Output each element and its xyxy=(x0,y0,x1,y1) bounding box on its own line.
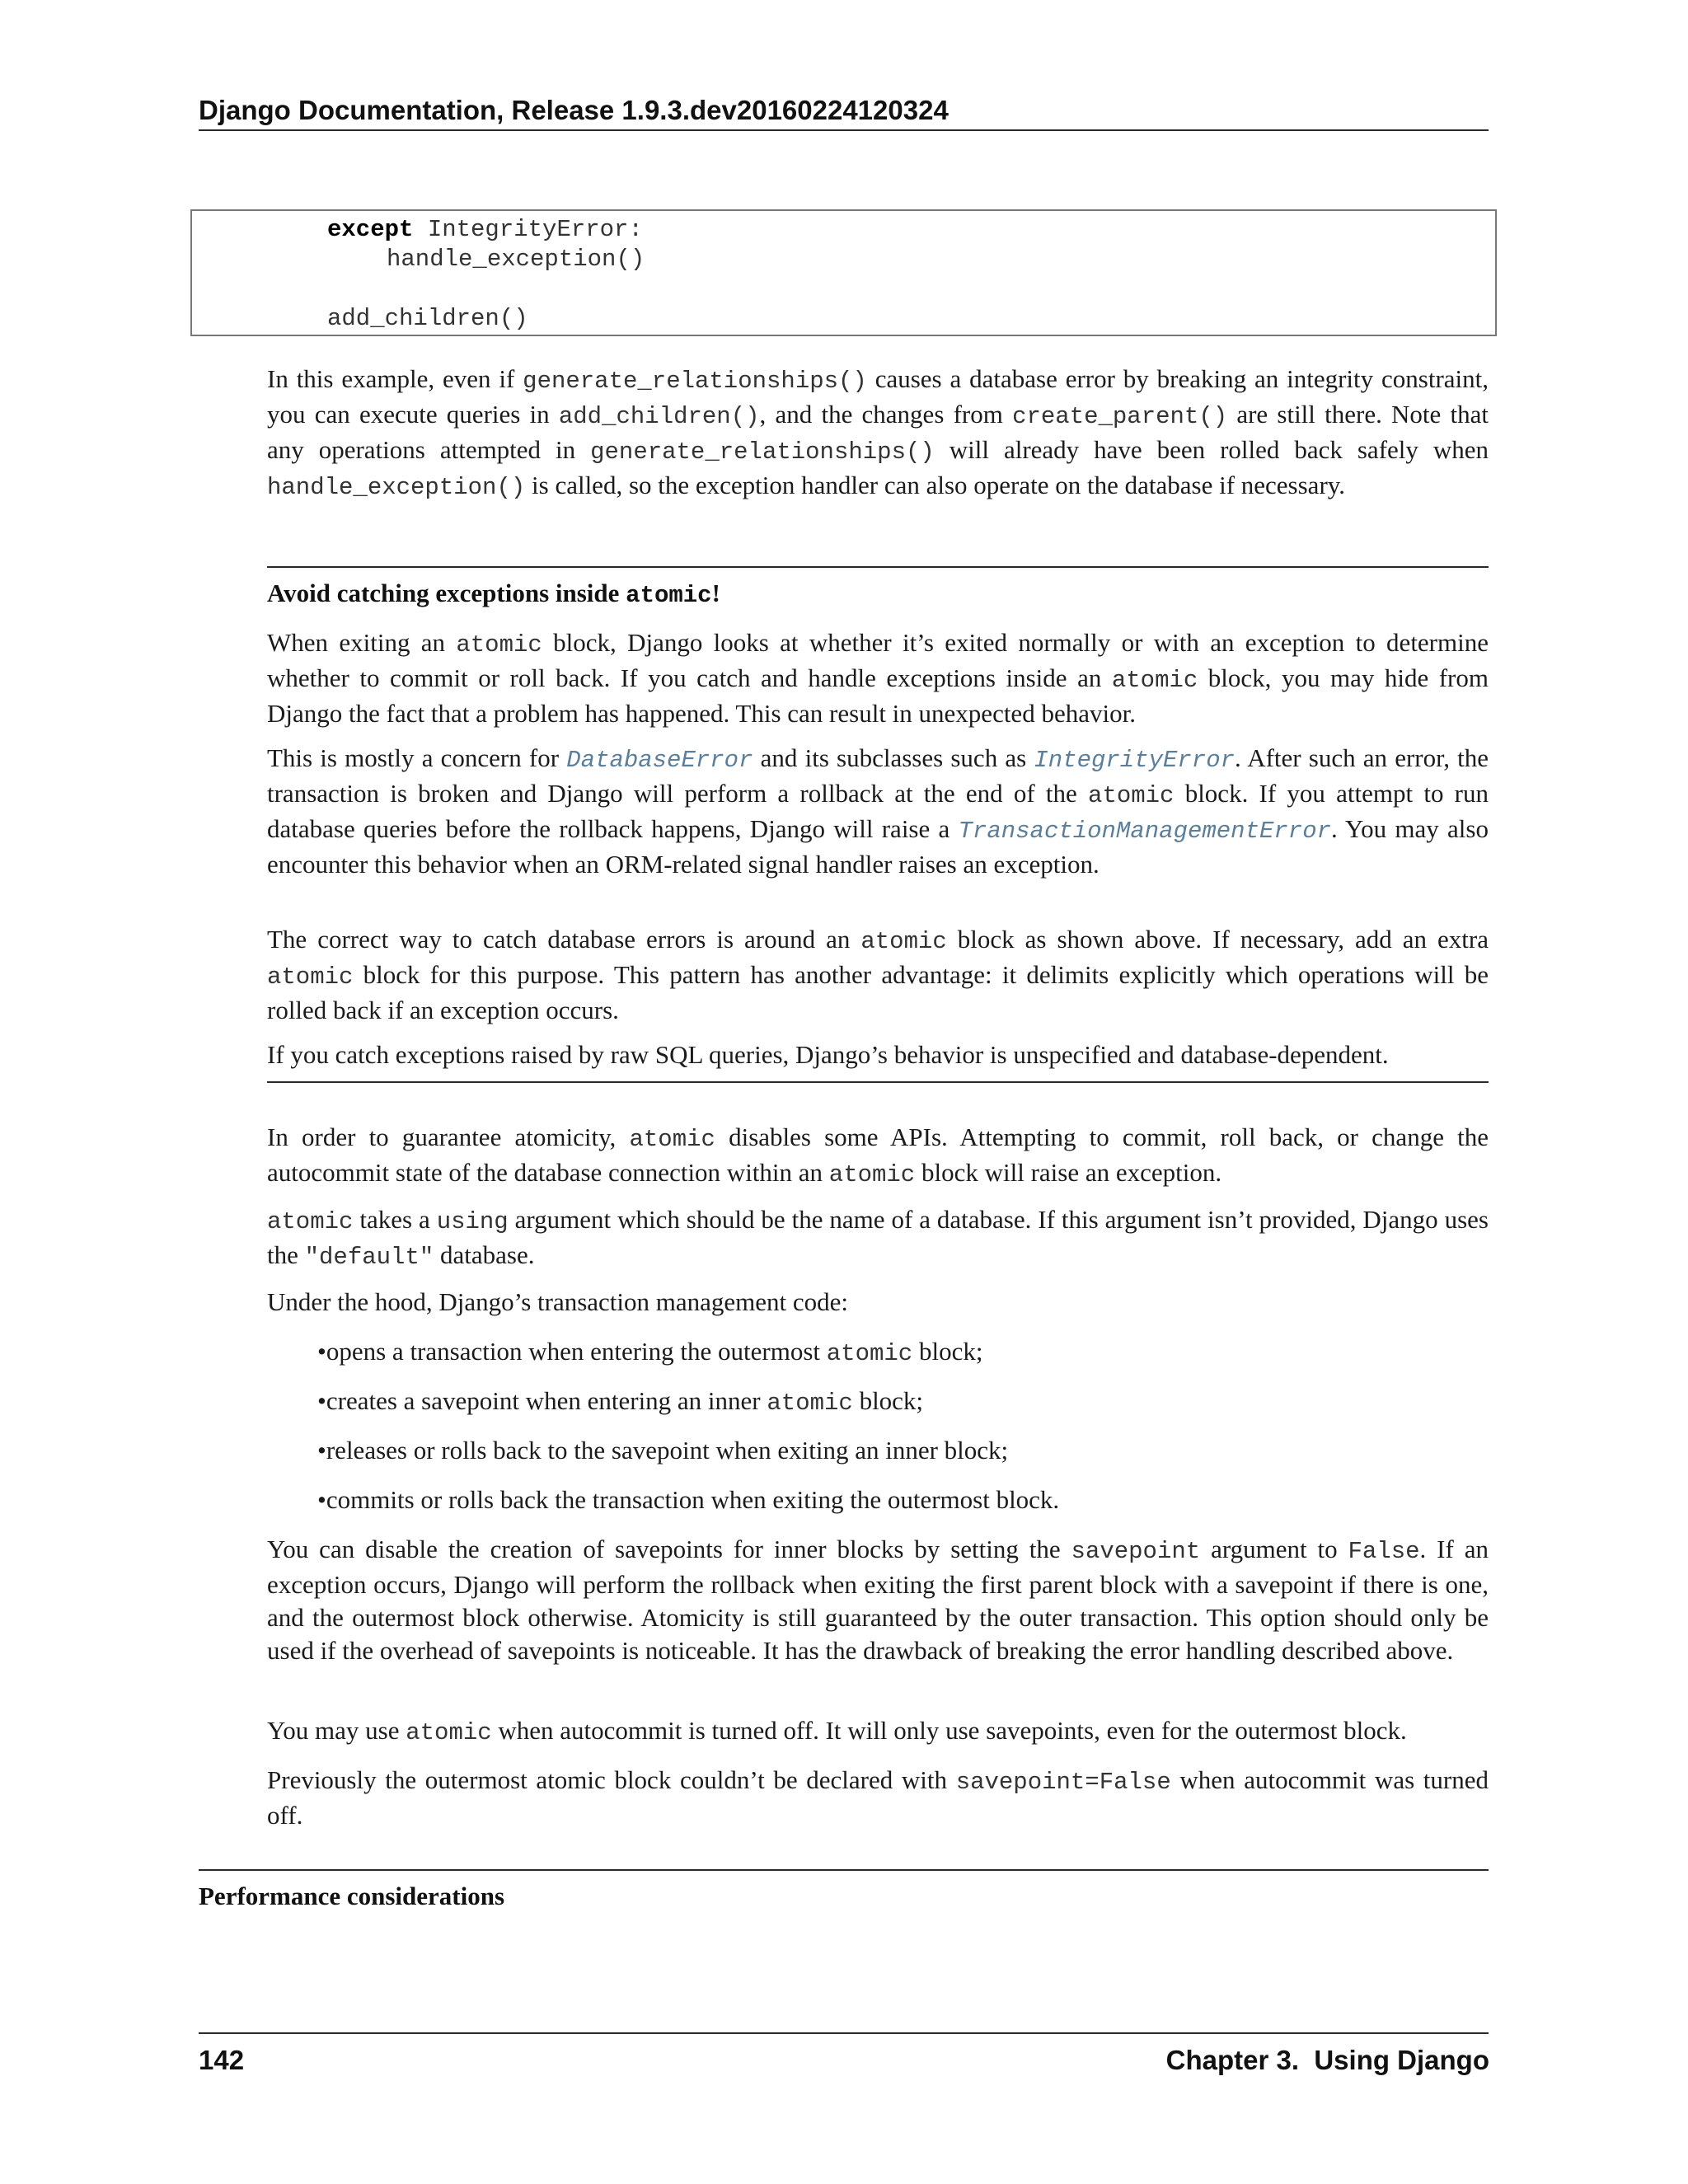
inline-code: False xyxy=(1348,1538,1420,1565)
list-item: •opens a transaction when entering the outermost atomic block; xyxy=(317,1337,983,1367)
inline-code: atomic xyxy=(267,1208,354,1235)
code-line: add_children() xyxy=(327,305,528,332)
code-line xyxy=(327,215,643,245)
inline-code: "default" xyxy=(304,1244,434,1271)
xref-link-database-error[interactable]: DatabaseError xyxy=(566,747,753,774)
paragraph: atomic takes a using argument which should be the name of a database. If this argument isn’t provided, Django uses the "default" database. xyxy=(267,1205,1489,1271)
header-rule xyxy=(199,129,1489,131)
paragraph: You may use atomic when autocommit is turned off. It will only use savepoints, even for the outermost block. xyxy=(267,1716,1407,1746)
inline-code: atomic xyxy=(456,631,542,658)
paragraph: You can disable the creation of savepoints for inner blocks by setting the savepoint argument to False. If an exception occurs, Django will perform the rollback when exiting the first parent block with a savepoint if there is one, and the outermost block otherwise. Atomicity is still guaranteed by the outer transaction. This option should only be used if the overhead of savepoints is noticeable. It has the drawback of breaking the error handling described above. xyxy=(267,1535,1489,1665)
running-header-title: Django Documentation, Release 1.9.3.dev20160224120324 xyxy=(199,95,949,125)
note-paragraph: If you catch exceptions raised by raw SQL queries, Django’s behavior is unspecified and database-dependent. xyxy=(267,1040,1389,1069)
code-keyword: except xyxy=(327,216,414,243)
section-heading: Performance considerations xyxy=(199,1882,505,1910)
inline-code: savepoint xyxy=(1071,1538,1201,1565)
paragraph: In this example, even if generate_relationships() causes a database error by breaking an integrity constraint, you can execute queries in add_children(), and the changes from create_parent() are still there. Note that any operations attempted in generate_relationships() will already have been rolled back safely when handle_exception() is called, so the exception handler can also operate on the database if necessary. xyxy=(267,364,1489,501)
bullet-marker: • xyxy=(317,1337,326,1366)
xref-link-transaction-management-error[interactable]: TransactionManagementError xyxy=(958,818,1332,845)
inline-code: create_parent() xyxy=(1012,403,1228,430)
paragraph: Previously the outermost atomic block couldn’t be declared with savepoint=False when autocommit was turned off. xyxy=(267,1765,1489,1830)
inline-code: atomic xyxy=(629,1126,715,1153)
paragraph: Under the hood, Django’s transaction management code: xyxy=(267,1287,849,1316)
bullet-marker: • xyxy=(317,1436,326,1465)
section-rule xyxy=(199,1869,1489,1871)
footer-rule xyxy=(199,2032,1489,2034)
inline-code: atomic xyxy=(406,1719,492,1746)
inline-code: generate_relationships() xyxy=(590,438,935,466)
inline-code: atomic xyxy=(1111,667,1198,694)
list-item: •releases or rolls back to the savepoint when exiting an inner block; xyxy=(317,1436,1009,1465)
inline-code: using xyxy=(436,1208,509,1235)
paragraph: In order to guarantee atomicity, atomic disables some APIs. Attempting to commit, roll back, or change the autocommit state of the database connection within an atomic block will raise an exception. xyxy=(267,1122,1489,1188)
inline-code: atomic xyxy=(860,928,947,955)
note-bottom-rule xyxy=(267,1081,1489,1083)
bullet-marker: • xyxy=(317,1386,326,1415)
note-paragraph: The correct way to catch database errors is around an atomic block as shown above. If necessary, add an extra atomic block for this purpose. This pattern has another advantage: it delimits explicitly which operations will be rolled back if an exception occurs. xyxy=(267,925,1489,1024)
code-text: IntegrityError: xyxy=(413,216,643,243)
note-top-rule xyxy=(267,566,1489,568)
inline-code: atomic xyxy=(767,1390,853,1417)
inline-code: atomic xyxy=(267,963,354,991)
inline-code: atomic xyxy=(826,1340,913,1367)
inline-code: atomic xyxy=(626,582,712,609)
note-paragraph: When exiting an atomic block, Django looks at whether it’s exited normally or with an exception to determine whether to commit or roll back. If you catch and handle exceptions inside an atomic block, you may hide from Django the fact that a problem has happened. This can result in unexpected behavior. xyxy=(267,628,1489,728)
footer-chapter-title: Chapter 3. Using Django xyxy=(1165,2045,1489,2075)
inline-code: generate_relationships() xyxy=(523,368,867,395)
inline-code: atomic xyxy=(1088,782,1175,809)
list-item: •commits or rolls back the transaction when exiting the outermost block. xyxy=(317,1485,1060,1514)
list-item: •creates a savepoint when entering an inner atomic block; xyxy=(317,1386,924,1417)
inline-code: add_children() xyxy=(558,403,760,430)
bullet-marker: • xyxy=(317,1485,326,1514)
inline-code: handle_exception() xyxy=(267,474,526,501)
inline-code: atomic xyxy=(828,1161,916,1188)
code-line: handle_exception() xyxy=(387,246,645,273)
footer-page-number: 142 xyxy=(199,2045,245,2075)
xref-link-integrity-error[interactable]: IntegrityError xyxy=(1034,747,1235,774)
code-block xyxy=(190,209,1497,336)
note-paragraph: This is mostly a concern for DatabaseError and its subclasses such as IntegrityError. After such an error, the transaction is broken and Django will perform a rollback at the end of the atomic block. If you attempt to run database queries before the rollback happens, Django will raise a TransactionManagementError. You may also encounter this behavior when an ORM-related signal handler raises an exception. xyxy=(267,743,1489,879)
inline-code: savepoint=False xyxy=(955,1769,1171,1796)
note-title: Avoid catching exceptions inside atomic! xyxy=(267,579,720,609)
